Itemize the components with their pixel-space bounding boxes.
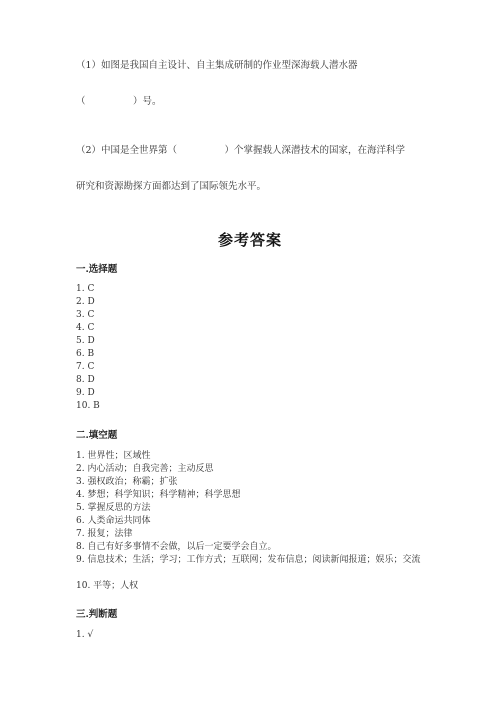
question-2-line-2: 研究和资源勘探方面都达到了国际领先水平。 [76,181,267,192]
question-1-line-2: （ ）号。 [76,96,162,107]
list-item: 7. C [76,362,95,372]
list-item: 2. 内心活动；自我完善；主动反思 [76,464,214,474]
list-item: 6. B [76,349,95,359]
list-item: 5. D [76,336,95,346]
choice-answer-list [76,283,100,413]
list-item: 9. 信息技术；生活；学习；工作方式；互联网；发布信息；阅读新闻报道；娱乐；交流 [76,555,421,565]
answer-key-title: 参考答案 [217,231,282,249]
section-heading-fill: 二.填空题 [76,430,118,441]
list-item: 1. C [76,284,95,294]
question-1-line-1: （1）如图是我国自主设计、自主集成研制的作业型深海载人潜水器 [76,60,358,71]
list-item: 2. D [76,297,95,307]
list-item: 3. 强权政治；称霸；扩张 [76,477,178,487]
list-item: 4. C [76,323,95,333]
fill-answer-list [76,450,421,593]
list-item: 1. 世界性；区域性 [76,451,151,461]
list-item: 10. B [76,401,100,411]
list-item: 3. C [76,310,95,320]
list-item: 8. 自己有好多事情不会做，以后一定要学会自立。 [76,542,277,552]
judge-answer-list [76,629,93,642]
list-item: 9. D [76,388,95,398]
section-heading-judge: 三.判断题 [76,609,118,620]
list-item: 5. 掌握反思的方法 [76,503,151,513]
list-item: 7. 报复；法律 [76,529,133,539]
list-item: 1. √ [76,630,94,640]
section-heading-choice: 一.选择题 [76,264,118,275]
list-item: 6. 人类命运共同体 [76,516,151,526]
question-2-line-1: （2）中国是全世界第（ ）个掌握载人深潜技术的国家，在海洋科学 [76,145,406,156]
list-item: 10. 平等；人权 [76,581,139,591]
list-item: 4. 梦想；科学知识；科学精神；科学思想 [76,490,241,500]
list-item: 8. D [76,375,95,385]
